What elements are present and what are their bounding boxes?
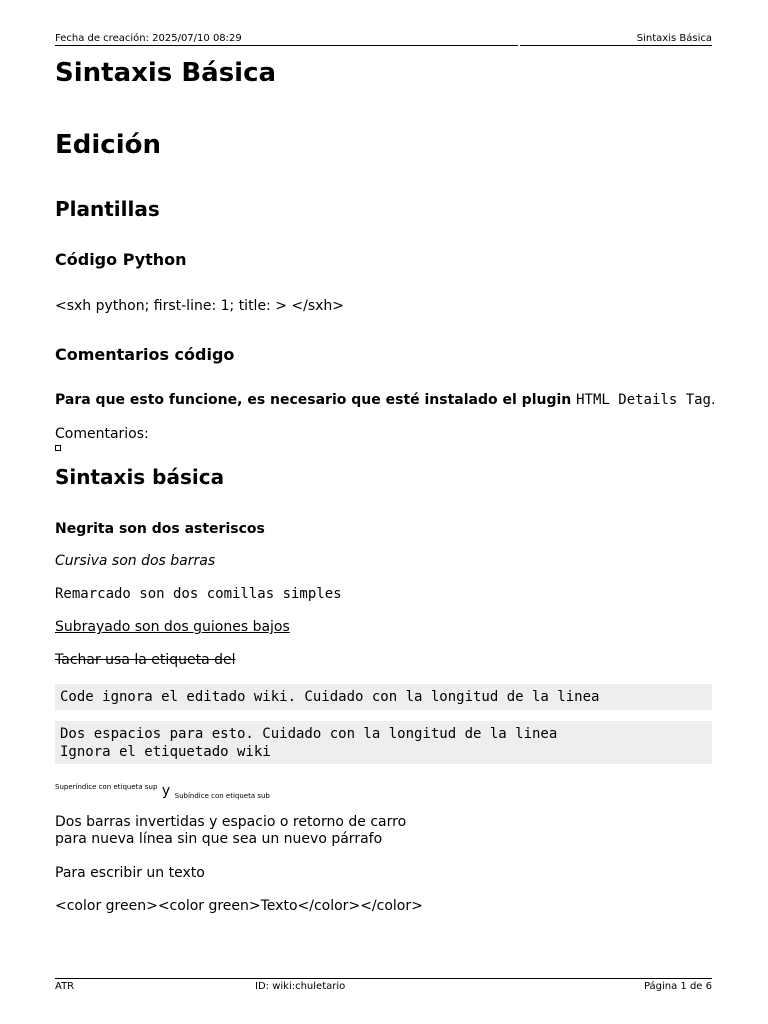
footer-page-number: Página 1 de 6 [643,981,712,992]
code-line: Code ignora el editado wiki. Cuidado con la longitud de la linea [60,689,600,705]
color-intro: Para escribir un texto [55,865,205,881]
header-divider [520,45,712,46]
bold-example: Negrita son dos asteriscos [55,521,265,537]
underline-example: Subrayado son dos guiones bajos [55,619,290,635]
code-block [55,684,712,710]
comentarios-label: Comentarios: [55,426,149,442]
strikethrough-example: Tachar usa la etiqueta del [55,652,236,668]
subheading-comentarios-codigo: Comentarios código [55,345,235,364]
pre-line: Ignora el etiquetado wiki [60,744,271,760]
footer-page-id: ID: wiki:chuletario [255,981,346,992]
page-title: Sintaxis Básica [55,58,277,88]
conjunction-y: y [161,783,171,799]
monospace-example: Remarcado son dos comillas simples [55,586,342,602]
header-title: Sintaxis Básica [636,33,712,44]
linebreak-example-line-1: Dos barras invertidas y espacio o retorno de carro [55,814,407,830]
page-footer [55,980,712,993]
pre-line: Dos espacios para esto. Cuidado con la longitud de la linea [60,726,558,742]
plugin-note [55,391,715,409]
details-toggle-icon[interactable] [55,445,61,451]
plugin-note-end: . [710,392,716,408]
page-header [55,32,712,45]
document-page [55,0,716,1024]
linebreak-example-line-2: para nueva línea sin que sea un nuevo párrafo [55,831,383,847]
sxh-example: <sxh python; first-line: 1; title: > </sxh> [55,298,345,314]
footer-divider [55,978,712,979]
preformatted-block [55,721,712,764]
plugin-note-text: Para que esto funcione, es necesario que esté instalado el plugin [55,392,577,408]
subheading-codigo-python: Código Python [55,250,187,269]
color-example: <color green><color green>Texto</color></color> [55,898,423,914]
section-heading-edicion: Edición [55,130,161,160]
italic-example: Cursiva son dos barras [55,553,216,569]
superscript-text: Superíndice con etiqueta sup [55,783,158,791]
plugin-name: HTML Details Tag [576,392,711,408]
sup-sub-example [55,776,270,807]
header-divider [55,45,518,46]
subscript-text: Subíndice con etiqueta sub [174,792,270,800]
footer-author: ATR [55,981,75,992]
creation-date: Fecha de creación: 2025/07/10 08:29 [55,33,242,44]
section-heading-sintaxis-basica: Sintaxis básica [55,465,225,489]
section-heading-plantillas: Plantillas [55,197,160,221]
